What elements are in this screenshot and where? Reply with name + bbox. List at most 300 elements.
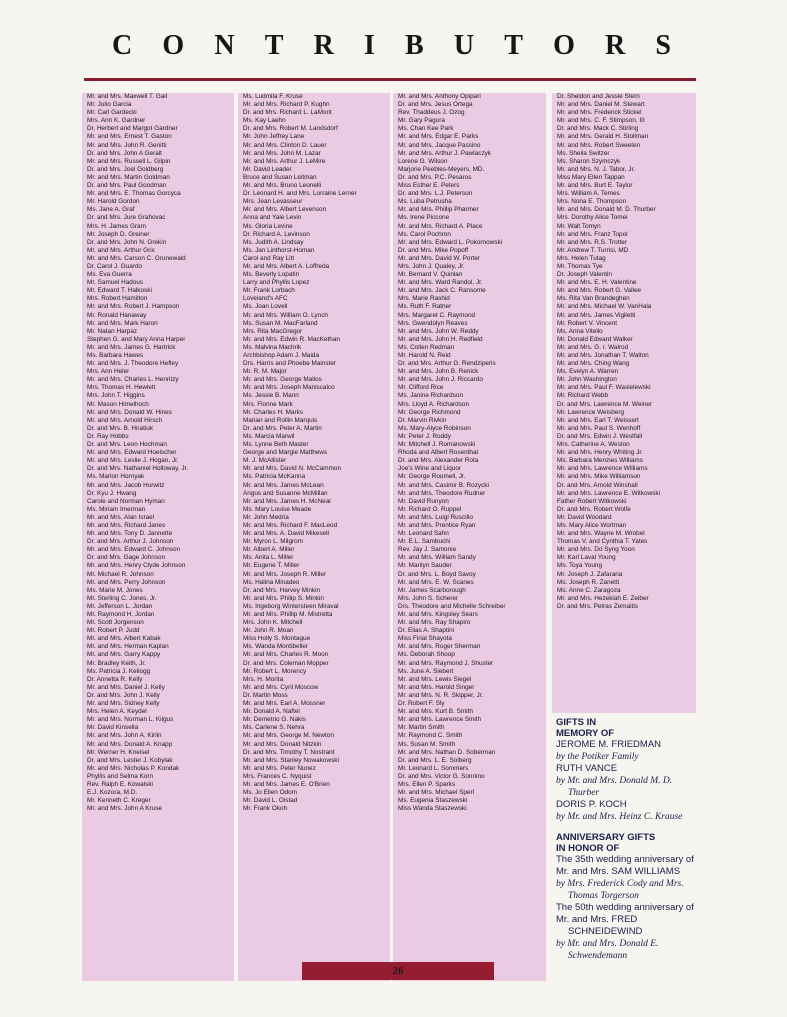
- contributor-name: Mr. and Mrs. John J. Riccardo: [398, 376, 483, 384]
- contributor-name: Miss Wanda Staszewski: [398, 805, 467, 813]
- contributor-name: Ms. Sheila Switzer: [557, 149, 610, 157]
- contributor-name: Mr. and Mrs. Nicholas P. Kondak: [87, 764, 180, 772]
- contributor-name: Mr. and Mrs. Edgar E. Parks: [398, 133, 479, 141]
- contributor-name: Mr. Gary Pagura: [398, 117, 445, 125]
- memorial-name: RUTH VANCE: [556, 763, 618, 774]
- contributor-name: Dr. and Mrs. Arnold Winshall: [557, 481, 638, 489]
- contributor-name: Ms. Malvina Machrik: [243, 343, 302, 351]
- contributor-name: Dr. Richard A. Levinson: [243, 230, 310, 238]
- contributor-name: Rev. Ralph E. Kowalski: [87, 780, 153, 788]
- contributor-name: Mr. James Scarborough: [398, 586, 466, 594]
- contributor-name: Mr. David Woodard: [557, 513, 612, 521]
- contributor-name: Mr. and Mrs. Henry Clyde Johnson: [87, 562, 186, 570]
- memorial-donor-continued: Thurber: [568, 788, 600, 798]
- contributor-name: Dr. and Mrs. Arthur J. Johnson: [87, 538, 174, 546]
- contributor-name: Dr. and Mrs. Joel Goldberg: [87, 165, 164, 173]
- contributor-name: Mr. and Mrs. Earl T. Weissert: [557, 416, 639, 424]
- contributor-name: Mr. Joseph D. Greiner: [87, 230, 150, 238]
- contributor-name: Mr. and Mrs. Charles L. Henritzy: [87, 376, 179, 384]
- contributor-name: Mr. Robert P. Judd: [87, 627, 140, 635]
- contributor-name: Ms. Toya Young: [557, 562, 603, 570]
- contributor-name: Mrs. Robert Hamilton: [87, 295, 148, 303]
- contributor-name: Mr. and Mrs. Daniel J. Kelly: [87, 683, 165, 691]
- contributor-name: Dr. and Mrs. L. E. Solberg: [398, 756, 472, 764]
- contributor-name: Mr. and Mrs. Jacob Hurwitz: [87, 481, 165, 489]
- contributor-name: Ms. Jan Linthorst-Homan: [243, 246, 315, 254]
- contributor-name: Larry and Phyllis Lopez: [243, 279, 310, 287]
- contributor-name: Mr. and Mrs. William O. Lynch: [243, 311, 328, 319]
- contributor-name: Ms. Ludmila F. Kruse: [243, 93, 303, 100]
- contributor-name: Ms. Chan Kee Park: [398, 125, 454, 133]
- contributor-name: Mr. and Mrs. Lawrence E. Witkowski: [557, 489, 660, 497]
- contributor-name: Mrs. Rita MacGregor: [243, 327, 303, 335]
- contributor-name: Mr. and Mrs. John A Kruse: [87, 805, 162, 813]
- contributor-name: Miss Esther E. Peters: [398, 182, 460, 190]
- contributor-name: Mrs. Gwendolyn Reaves: [398, 319, 468, 327]
- contributor-name: Anna and Yale Levin: [243, 214, 302, 222]
- contributor-name: Mr. and Mrs. Albert Levenson: [243, 206, 327, 214]
- contributor-name: Mrs. John J. Qualey, Jr.: [398, 262, 465, 270]
- contributor-name: Ms. Patricia McKanna: [243, 473, 306, 481]
- contributor-name: Mr. Andrew T. Turrisi, MD: [557, 246, 629, 254]
- contributor-name: Dr. and Mrs. Leon Hochman: [87, 441, 167, 449]
- contributor-name: Ms. Barbara Menzies Williams: [557, 457, 643, 465]
- contributor-name: Ms. Barbara Hawes: [87, 352, 144, 359]
- contributor-name: Mr. and Mrs. Kingsley Sears: [398, 611, 478, 618]
- contributor-name: E.J. Kozora, M.D.: [87, 789, 138, 797]
- contributor-name: Mr. and Mrs. Hezekiah E. Zeiber: [557, 594, 649, 602]
- contributor-name: Ms. Wanda Montibeller: [243, 643, 309, 651]
- anniversary-donor-continued: Thomas Torgerson: [568, 891, 639, 901]
- contributor-name: Dr. and Mrs. B. Hnatiuk: [87, 424, 154, 432]
- contributor-name: Ms. Lynne Beth Master: [243, 441, 309, 449]
- contributor-name: Mr. and Mrs. Raymond J. Shuster: [398, 659, 494, 667]
- contributor-name: Mr. and Mrs. Casimir B. Rozycki: [398, 481, 489, 489]
- contributor-name: Mr. and Mrs. John A. Kirlin: [87, 732, 162, 740]
- contributor-name: Mr. and Mrs. Paul S. Wenhoff: [557, 424, 641, 432]
- contributor-name: Ms. Mary Alice Wortman: [557, 521, 627, 529]
- contributor-name: Mr. and Mrs. Richard F. MacLeod: [243, 521, 338, 529]
- contributor-name: Ms. Beverly Lopatin: [243, 271, 300, 279]
- memorial-donor: by Mr. and Mrs. Donald M. D.: [556, 776, 673, 786]
- contributor-name: Mr. Richard Webb: [557, 392, 609, 400]
- contributor-name: Dr. and Mrs. Petras Zemaitis: [557, 602, 638, 610]
- contributor-name: Mr. and Mrs. Perry Johnson: [87, 578, 166, 586]
- anniversary-honoree: Mr. and Mrs. FRED: [556, 914, 638, 925]
- contributor-name: Mr. Bradley Keith, Jr.: [87, 659, 146, 667]
- contributor-name: Mr. and Mrs. John B. Renick: [398, 368, 479, 376]
- contributor-name: Mr. Martin Smith: [398, 724, 445, 732]
- contributor-name: Mr. and Mrs. Leslie J. Hogan, Jr.: [87, 457, 179, 465]
- memorial-donor: by Mr. and Mrs. Heinz C. Krause: [556, 812, 683, 822]
- contributor-name: Mr. David Runyon: [398, 497, 449, 505]
- contributor-name: Mrs. Dorothy Alice Tomei: [557, 214, 628, 222]
- contributor-name: Mr. and Mrs. Paul F. Wasielewski: [557, 384, 651, 392]
- contributor-name: Dr. and Mrs. Robert Wolfe: [557, 505, 631, 513]
- contributor-name: Mr. and Mrs. John M. Lazar: [243, 149, 321, 157]
- contributor-name: Drs. Theodore and Michelle Schreiber: [398, 602, 506, 610]
- contributor-name: Ms. Miriam Imerman: [87, 505, 146, 513]
- contributor-name: Mr. and Mrs. Martin Goldman: [87, 173, 170, 181]
- contributor-name: Mr. and Mrs. Burt E. Taylor: [557, 182, 633, 190]
- contributor-name: Ms. Kay Laehn: [243, 117, 286, 125]
- contributor-name: Ms. Deborah Shoop: [398, 651, 455, 659]
- contributor-name: Mr. and Mrs. Mike Williamson: [557, 473, 641, 481]
- contributor-name: Phyllis and Selma Korn: [87, 772, 154, 780]
- contributor-name: Mr. George Roumell, Jr.: [398, 473, 466, 481]
- contributor-name: Ms. Jo Ellen Odom: [243, 789, 297, 797]
- contributor-name: Ms. Collen Redman: [398, 343, 455, 351]
- contributor-name: Mr. and Mrs. Edward C. Johnson: [87, 546, 181, 554]
- contributor-name: Rev. Jay J. Samonie: [398, 546, 457, 554]
- contributor-name: Mrs. H. James Gram: [87, 222, 146, 230]
- contributor-name: Dr. Marvin Rivkin: [398, 416, 447, 424]
- anniversary-heading: [556, 833, 706, 854]
- contributor-name: Mr. John Medria: [243, 513, 289, 521]
- contributor-name: Dr. Herbert and Margot Gardner: [87, 125, 178, 133]
- contributor-name: Mr. and Mrs. Prentice Ryan: [398, 521, 476, 529]
- contributor-name: Mr. and Mrs. Maxwell T. Gail: [87, 93, 168, 100]
- contributor-name: Mr. and Mrs. Arthur J. LeMire: [243, 157, 326, 165]
- title-letter: B: [405, 30, 425, 61]
- contributor-name: Dr. and Mrs. L. Boyd Savoy: [398, 570, 476, 578]
- contributor-name: Mrs. Ellen P. Sparks: [398, 780, 456, 788]
- contributor-name: Mr. and Mrs. Ching Wang: [557, 360, 630, 368]
- contributor-name: Mr. and Mrs. Arthur Grix: [87, 246, 155, 254]
- contributor-name: Ms. Marie M. Jones: [87, 586, 143, 594]
- contributor-name: Mr. and Mrs. James H. McNeal: [243, 497, 331, 505]
- contributor-name: Mr. and Mrs. Jack C. Ransome: [398, 287, 486, 295]
- contributor-name: Ms. Anna Vitello: [557, 327, 603, 335]
- anniversary-description: The 50th wedding anniversary of: [556, 902, 694, 913]
- contributor-name: Mrs. John K. Mitchell: [243, 619, 303, 627]
- contributor-name: Ms. Jessie B. Mann: [243, 392, 299, 400]
- contributor-name: Mr. and Mrs. John H. Redfield: [398, 335, 483, 343]
- contributor-name: Dr. and Mrs. Coleman Mopper: [243, 659, 329, 667]
- contributor-name: Ms. Eugenia Staszewski: [398, 797, 468, 805]
- contributor-name: Ms. Eva Guerra: [87, 271, 132, 279]
- contributor-name: Mr. and Mrs. Ernest T. Gaston: [87, 133, 172, 141]
- contributor-name: Mrs. Lloyd A. Richardson: [398, 400, 470, 408]
- contributor-name: Ms. Janine Richardson: [398, 392, 464, 400]
- contributor-name: Ms. Mary Louise Meade: [243, 505, 312, 513]
- contributor-name: Mr. and Mrs. Lawrence Williams: [557, 465, 648, 473]
- contributor-name: Mr. and Mrs. Harold Singer: [398, 683, 475, 691]
- contributor-name: Dr. and Mrs. L.J. Peterson: [398, 190, 473, 198]
- contributor-name: Mr. and Mrs. Theodore Rudner: [398, 489, 486, 497]
- contributor-name: Dr. and Mrs. Richard L. LaMont: [243, 109, 332, 117]
- contributor-name: Dr. and Mrs. Mike Popoff: [398, 246, 469, 254]
- contributor-name: Mr. and Mrs. Robert G. Vallee: [557, 287, 642, 295]
- contributor-name: Mr. David Leader: [243, 165, 292, 173]
- contributor-name: Mr. and Mrs. Kurt B. Smith: [398, 708, 473, 716]
- contributor-name: Mr. and Mrs. Luigi Ruscillo: [398, 513, 473, 521]
- contributor-name: Dr. and Mrs. Lawrence M. Weiner: [557, 400, 653, 408]
- contributor-name: Mr. and Mrs. Gerald H. Stollman: [557, 133, 649, 141]
- contributor-name: Mr. and Mrs. William Sandy: [398, 554, 476, 562]
- contributor-name: Dr. Carol J. Guardo: [87, 262, 143, 270]
- page-title: [112, 30, 672, 62]
- title-letter: N: [214, 30, 236, 61]
- contributor-name: Mr. and Mrs. Richard Janes: [87, 521, 166, 529]
- contributor-name: Mr. Jefferson L. Jordan: [87, 602, 153, 610]
- contributor-name: Ms. Susan M. MacFarland: [243, 319, 318, 327]
- contributor-name: Mr. Charles H. Marks: [243, 408, 304, 416]
- contributor-name: Joe's Wine and Liquor: [398, 465, 462, 473]
- contributor-name: Mr. John Jeffrey Lane: [243, 133, 305, 141]
- contributor-name: Dr. and Mrs. P.C. Pesaros: [398, 173, 472, 181]
- title-letter: S: [655, 30, 672, 61]
- contributor-name: Mr. and Mrs. James E. O'Brien: [243, 780, 330, 788]
- contributor-name: Mr. and Mrs. N. J. Tabor, Jr.: [557, 165, 636, 173]
- contributor-name: Mr. and Mrs. John R. Genitti: [87, 141, 167, 149]
- contributor-name: Mr. Richard O. Ruppel: [398, 505, 462, 513]
- title-letter: U: [453, 30, 476, 61]
- title-letter: T: [264, 30, 285, 61]
- contributor-name: Dr. and Mrs. Nathaniel Holloway, Jr.: [87, 465, 189, 473]
- memorial-name: JEROME M. FRIEDMAN: [556, 739, 662, 750]
- anniversary-heading-line-2: IN HONOR OF: [556, 842, 620, 854]
- contributor-name: Mr. and Mrs. Albert A. Loffreda: [243, 262, 330, 270]
- contributor-column-2: [238, 93, 390, 981]
- contributor-name: Mr. and Mrs. Carson C. Grunewald: [87, 254, 186, 262]
- contributor-column-1: [82, 93, 234, 981]
- contributor-name: Mr. and Mrs. R.S. Trotter: [557, 238, 627, 246]
- contributor-name: Mr. and Mrs. David N. McCammon: [243, 465, 342, 473]
- contributor-name: Dr. and Mrs. Arthur G. Rendziperis: [398, 360, 496, 368]
- contributor-name: Mrs. William A. Temes: [557, 190, 620, 198]
- contributor-name: Mr. and Mrs. Arnold Hirsch: [87, 416, 163, 424]
- contributor-name: Mr. and Mrs. John W. Reddy: [398, 327, 479, 335]
- contributor-name: Mr. and Mrs. E. Thomas Gorcyca: [87, 190, 181, 198]
- contributor-name: Mr. and Mrs. David W. Porter: [398, 254, 481, 262]
- contributor-name: Angus and Susanne McMillan: [243, 489, 328, 497]
- contributor-name: Mrs. Jean Levasseur: [243, 198, 303, 206]
- title-letter: O: [553, 30, 576, 61]
- contributor-name: Ms. Anita L. Miller: [243, 554, 294, 562]
- contributor-name: Mr. Leonard Sahn: [398, 530, 449, 538]
- contributor-name: Mrs. Ann K. Gardner: [87, 117, 146, 125]
- contributor-name: Mr. Lawrence Weisberg: [557, 408, 625, 416]
- contributor-name: Ms. Anne C. Zaragoza: [557, 586, 621, 594]
- contributor-name: Dr. and Mrs. Timothy T. Nostrant: [243, 748, 335, 756]
- contributor-name: Mr. and Mrs. Henry Whiting Jr.: [557, 449, 643, 457]
- contributor-name: Dr. and Mrs. Jesus Ortega: [398, 101, 473, 109]
- contributor-name: Mr. Robert V. Vincent: [557, 319, 618, 327]
- contributor-name: Dr. Ray Hobbs: [87, 432, 129, 440]
- contributor-name: Mr. and Mrs. Lewis Siegel: [398, 675, 472, 683]
- contributor-name: Mr. and Mrs. Donald Nitzkin: [243, 740, 322, 748]
- contributor-name: Mr. and Mrs. Earl A. Mossner: [243, 700, 326, 708]
- contributor-name: Marian and Rollin Marquis: [243, 416, 318, 424]
- contributor-name: Mrs. Thomas H. Hewlett: [87, 384, 156, 392]
- contributor-name: Mr. Joseph J. Zafarana: [557, 570, 623, 578]
- anniversary-donor: by Mr. and Mrs. Donald E.: [556, 939, 659, 949]
- contributor-name: Mrs. Helen A. Keydel: [87, 708, 147, 716]
- contributor-name: Mr. Julio Garcia: [87, 101, 132, 109]
- contributor-name: Father Robert Witkowski: [557, 497, 627, 505]
- title-letter: R: [605, 30, 627, 61]
- anniversary-donor-continued: Schwendemann: [568, 951, 628, 961]
- contributor-name: Mr. and Mrs. G. r. Walrod: [557, 343, 629, 351]
- contributor-name: Mr. Werner H. Kneisel: [87, 748, 150, 756]
- contributor-name: Mr. Marilyn Sauder: [398, 562, 452, 570]
- contributor-name: Mr. and Mrs. Philip S. Minkin: [243, 594, 324, 602]
- contributor-name: Ms. Joseph R. Zanetti: [557, 578, 620, 586]
- contributor-name: Mr. Harold Gordon: [87, 198, 140, 206]
- contributor-name: Mr. Edward T. Halkoski: [87, 287, 152, 295]
- contributor-name: Mr. and Mrs. Wayne M. Wrobel: [557, 530, 645, 538]
- contributor-name: Mr. Mason Himelhoch: [87, 400, 149, 408]
- contributor-name: Mr. and Mrs. Frederick Stickel: [557, 109, 642, 117]
- contributor-name: Mr. and Mrs. Ray Shapiro: [398, 619, 471, 627]
- contributor-name: Ms. Joan Lovell: [243, 303, 288, 311]
- contributor-name: Mr. and Mrs. Richard A. Place: [398, 222, 483, 230]
- contributor-name: Mr. Scott Jorgenson: [87, 619, 144, 627]
- contributor-name: Mr. and Mrs. Daniel M. Stewart: [557, 101, 645, 109]
- contributor-name: Mr. and Mrs. Edward L. Pokornowski: [398, 238, 503, 246]
- contributor-name: Marjorie Peebles-Meyers, MD.: [398, 165, 485, 173]
- contributor-name: Mr. and Mrs. Phillip M. Mistretta: [243, 611, 333, 618]
- contributor-name: Mr. and Mrs. George Mallos: [243, 376, 322, 384]
- contributor-name: Mr. Donald Edward Walker: [557, 335, 633, 343]
- contributor-name: Mr. David L. Oistad: [243, 797, 298, 805]
- contributor-name: Mr. Kenneth C. Kreger: [87, 797, 151, 805]
- contributor-name: Ms. Gloria Levine: [243, 222, 293, 230]
- contributor-name: M. J. McAllister: [243, 457, 287, 465]
- contributor-name: Mr. and Mrs. Do Syng Yoon: [557, 546, 635, 554]
- contributor-column-4: [552, 93, 696, 713]
- contributor-name: Mr. and Mrs. Lawrence Smith: [398, 716, 482, 724]
- contributor-name: Mr. and Mrs. E. W. Scanes: [398, 578, 474, 586]
- contributor-name: Mr. and Mrs. Roger Sherman: [398, 643, 481, 651]
- contributor-name: Rhoda and Albert Rosenthal: [398, 449, 478, 457]
- contributor-name: Mr. and Mrs. Arthur J. Pawlaczyk: [398, 149, 492, 157]
- contributor-name: Mr. and Mrs. Herman Kaplan: [87, 643, 169, 651]
- contributor-name: Mr. and Mrs. Franz Topol: [557, 230, 628, 238]
- title-letter: T: [504, 30, 524, 61]
- contributor-name: Dr. Robert F. Sly: [398, 700, 445, 708]
- contributor-name: Mr. and Mrs. Edwin R. MacKethan: [243, 335, 340, 343]
- contributor-name: Mr. Frank Lorbach: [243, 287, 295, 295]
- contributor-name: Dr. and Mrs. Lester J. Kobylak: [87, 756, 173, 764]
- contributor-name: Thomas V. and Cynthia T. Yates: [557, 538, 648, 546]
- contributor-name: Mr. and Mrs. Donald A. Knapp: [87, 740, 173, 748]
- contributor-name: Mr. Harold N. Reid: [398, 352, 451, 359]
- contributor-name: Miss Holly S. Montague: [243, 635, 311, 643]
- contributor-name: Ms. Patricia J. Kellogg: [87, 667, 151, 675]
- contributor-name: Dr. and Mrs. Gage Johnson: [87, 554, 166, 562]
- contributor-name: Mrs. Ann Heler: [87, 368, 130, 376]
- contributor-name: Mr. and Mrs. Donald W. Hines: [87, 408, 172, 416]
- contributor-name: Mr. Ronald Hanaway: [87, 311, 147, 319]
- contributor-name: Mr. and Mrs. Robert J. Hampson: [87, 303, 180, 311]
- contributor-name: Mr. Natan Harpaz: [87, 327, 138, 335]
- title-letter: R: [313, 30, 335, 61]
- page-number: 26: [392, 965, 404, 977]
- contributor-name: Miss Mary Ellen Tappan: [557, 173, 625, 181]
- contributor-name: Mr. and Mrs. Clinton D. Lauer: [243, 141, 327, 149]
- contributor-name: Mr. and Mrs. Robert Sweeten: [557, 141, 641, 149]
- contributor-name: Dr. Sheldon and Jessie Stern: [557, 93, 640, 100]
- anniversary-description: The 35th wedding anniversary of: [556, 854, 694, 865]
- title-letter: I: [363, 30, 376, 61]
- contributor-name: Mr. and Mrs. James McLean: [243, 481, 324, 489]
- contributor-name: Ms. June A. Siebert: [398, 667, 454, 675]
- contributor-name: Stephen G. and Mary Anna Harper: [87, 335, 186, 343]
- contributor-name: Mr. and Mrs. Tony D. Jannette: [87, 530, 173, 538]
- contributor-name: Mr. and Mrs. Bruno Leonelli: [243, 182, 322, 190]
- contributor-name: Mr. John Washington: [557, 376, 617, 384]
- contributor-name: Mr. and Mrs. Charles R. Moon: [243, 651, 329, 659]
- memory-heading-line-1: GIFTS IN: [556, 717, 597, 728]
- contributor-name: Mr. Michael R. Johnson: [87, 570, 154, 578]
- contributor-name: Mr. and Mrs. Michael W. VanHala: [557, 303, 652, 311]
- contributor-name: Dr. and Mrs. Robert M. Landsdorf: [243, 125, 338, 133]
- contributor-name: Dr. and Mrs. Mack C. Stirling: [557, 125, 639, 133]
- contributor-name: Mr. George Richmond: [398, 408, 461, 416]
- contributor-name: Dr. and Mrs. Edwin J. Westfall: [557, 432, 643, 440]
- contributor-name: Mr. and Mrs. Nathan D. Soberman: [398, 748, 496, 756]
- contributor-name: Drs. Harris and Phoebe Mainster: [243, 360, 337, 368]
- anniversary-donor: by Mrs. Frederick Cody and Mrs.: [556, 879, 684, 889]
- contributor-name: Dr. and Mrs. Harvey Minkin: [243, 586, 321, 594]
- contributor-name: Mr. David Kinsella: [87, 724, 139, 732]
- contributor-name: Mr. Leonard L. Sommers: [398, 764, 469, 772]
- contributor-name: Ms. Sharon Szymczyk: [557, 157, 621, 165]
- contributor-name: Dr. and Mrs. Peter A. Martin: [243, 424, 322, 432]
- contributor-name: Mr. and Mrs. George M. Newton: [243, 732, 334, 740]
- contributor-name: Mr. and Mrs. Norman L. Kilgus: [87, 716, 174, 724]
- contributor-name: Mr. and Mrs. Stanley Nowakowski: [243, 756, 339, 764]
- contributor-name: Mr. and Mrs. Sidney Kelly: [87, 700, 160, 708]
- contributor-name: Mr. and Mrs. E. H. Valentine: [557, 279, 637, 287]
- contributor-name: Dr. and Mrs. Paul Goodman: [87, 182, 167, 190]
- contributor-name: Mr. Thomas Tye: [557, 262, 603, 270]
- contributor-name: Ms. Judith A. Lindsay: [243, 238, 304, 246]
- contributor-name: Mr. Peter J. Roddy: [398, 432, 451, 440]
- contributor-name: Ms. Rita Van Brandeghen: [557, 295, 630, 303]
- memorial-donor: by the Potiker Family: [556, 752, 639, 762]
- contributor-name: Mr. Karl Laval Young: [557, 554, 616, 562]
- contributor-name: Mrs. Nona E. Thompson: [557, 198, 627, 206]
- contributor-name: Mr. Myron L. Milgrom: [243, 538, 304, 546]
- contributor-column-3: [393, 93, 546, 981]
- anniversary-honoree-continued: SCHNEIDEWIND: [568, 926, 643, 937]
- contributor-name: Mr. Raymond C. Smith: [398, 732, 463, 740]
- contributor-name: Miss Firial Shayota: [398, 635, 452, 643]
- contributor-name: Dr. and Mrs. Alexander Rota: [398, 457, 479, 465]
- contributor-name: Mrs. Marie Rashid: [398, 295, 450, 303]
- memorial-name: DORIS P. KOCH: [556, 799, 627, 810]
- contributor-name: Mr. and Mrs. Joseph R. Miller: [243, 570, 327, 578]
- anniversary-heading-line-1: ANNIVERSARY GIFTS: [556, 832, 656, 843]
- contributor-name: Mrs. H. Morita: [243, 675, 284, 683]
- title-divider: [84, 78, 696, 81]
- contributor-name: Mrs. Helen Tutag: [557, 254, 606, 262]
- contributor-name: Mr. and Mrs. Mark Haron: [87, 319, 158, 327]
- contributor-name: Mr. and Mrs. Albert Kabak: [87, 635, 161, 643]
- contributor-name: Ms. Jane A. Graf: [87, 206, 135, 214]
- contributor-name: Dr. Annetta R. Kelly: [87, 675, 143, 683]
- contributor-name: Mrs. John T. Higgins: [87, 392, 145, 400]
- contributor-name: Mr. and Mrs. James G. Hartrick: [87, 343, 176, 351]
- contributor-name: Dr. Kyu J. Hwang: [87, 489, 137, 497]
- contributor-name: Ms. Susan M. Smith: [398, 740, 456, 748]
- contributor-name: Mr. Demetrio G. Nakis: [243, 716, 306, 724]
- contributor-name: Ms. Marion Hornyak: [87, 473, 145, 481]
- contributor-name: Dr. Elias A. Shaptini: [398, 627, 455, 635]
